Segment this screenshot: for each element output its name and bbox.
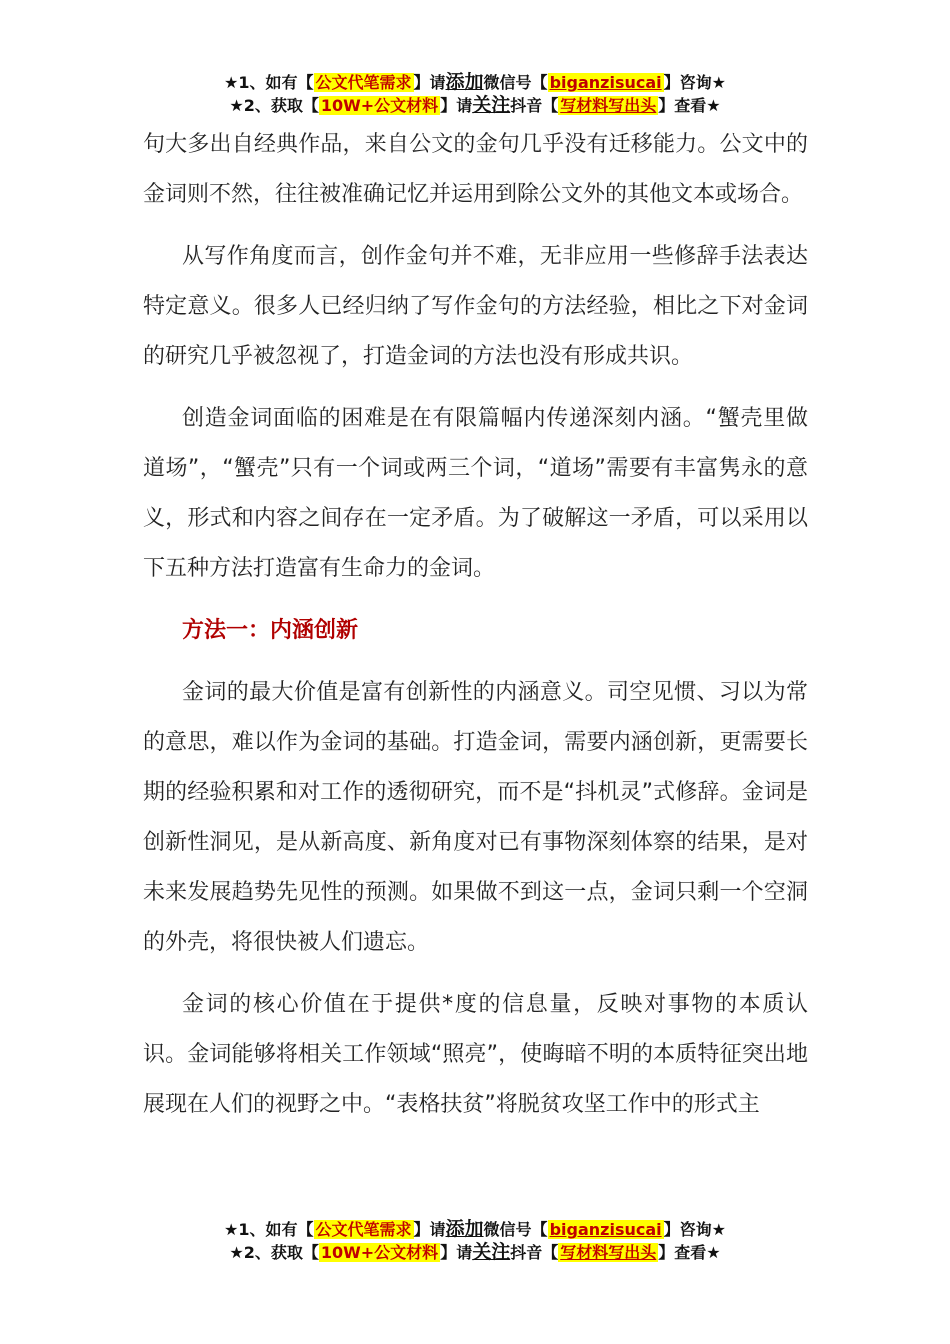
banner-line2-highlight-materials: 10W+公文材料	[320, 96, 439, 115]
banner-line1-add: 添加	[445, 71, 484, 93]
banner-line2-suffix: 】查看★	[658, 96, 721, 115]
document-body	[143, 120, 808, 1130]
footer-line1-prefix: ★1、如有【	[224, 1220, 314, 1239]
footer-line2-douyin-id[interactable]: 写材料写出头	[560, 1243, 657, 1262]
banner-line2-mid: 】请	[440, 96, 473, 115]
paragraph-4: 金词的最大价值是富有创新性的内涵意义。司空见惯、习以为常的意思，难以作为金词的基础。打造金词，需要内涵创新，更需要长期的经验积累和对工作的透彻研究，而不是“抖机灵”式修辞。金词是创新性洞见，是从新高度、新角度对已有事物深刻体察的结果，是对未来发展趋势先见性的预测。如果做不到这一点，金词只剩一个空洞的外壳，将很快被人们遗忘。	[143, 680, 808, 955]
banner-line1-suffix: 】咨询★	[663, 73, 726, 92]
banner-line-2	[0, 94, 950, 117]
header-banner	[0, 71, 950, 117]
footer-line2-suffix: 】查看★	[658, 1243, 721, 1262]
footer-line1-add: 添加	[445, 1218, 484, 1240]
footer-line1-suffix: 】咨询★	[663, 1220, 726, 1239]
footer-line1-highlight-service: 公文代笔需求	[315, 1220, 412, 1239]
footer-line2-mid: 】请	[440, 1243, 473, 1262]
footer-line-1	[0, 1218, 950, 1241]
footer-line-2	[0, 1241, 950, 1264]
banner-line1-highlight-service: 公文代笔需求	[315, 73, 412, 92]
footer-line1-mid2: 微信号【	[483, 1220, 548, 1239]
footer-banner	[0, 1218, 950, 1264]
section-heading: 方法一：内涵创新	[182, 618, 359, 643]
paragraph-1: 句大多出自经典作品，来自公文的金句几乎没有迁移能力。公文中的金词则不然，往往被准确记忆并运用到除公文外的其他文本或场合。	[143, 132, 808, 207]
paragraph-3: 创造金词面临的困难是在有限篇幅内传递深刻内涵。“蟹壳里做道场”，“蟹壳”只有一个词或两三个词，“道场”需要有丰富隽永的意义，形式和内容之间存在一定矛盾。为了破解这一矛盾，可以采用以下五种方法打造富有生命力的金词。	[143, 406, 808, 581]
banner-line2-follow: 关注	[472, 94, 511, 116]
footer-line1-mid: 】请	[413, 1220, 446, 1239]
footer-line2-highlight-materials: 10W+公文材料	[320, 1243, 439, 1262]
banner-line2-mid2: 抖音【	[510, 96, 559, 115]
banner-line1-mid: 】请	[413, 73, 446, 92]
banner-line2-prefix: ★2、获取【	[229, 96, 319, 115]
banner-line1-wechat-id[interactable]: biganzisucai	[549, 73, 662, 92]
paragraph-2: 从写作角度而言，创作金句并不难，无非应用一些修辞手法表达特定意义。很多人已经归纳了写作金句的方法经验，相比之下对金词的研究几乎被忽视了，打造金词的方法也没有形成共识。	[143, 244, 808, 369]
banner-line1-mid2: 微信号【	[483, 73, 548, 92]
paragraph-5: 金词的核心价值在于提供*度的信息量，反映对事物的本质认识。金词能够将相关工作领域“照亮”，使晦暗不明的本质特征突出地展现在人们的视野之中。“表格扶贫”将脱贫攻坚工作中的形式主	[143, 992, 808, 1117]
banner-line-1	[0, 71, 950, 94]
banner-line1-prefix: ★1、如有【	[224, 73, 314, 92]
footer-line1-wechat-id[interactable]: biganzisucai	[549, 1220, 662, 1239]
banner-line2-douyin-id[interactable]: 写材料写出头	[560, 96, 657, 115]
footer-line2-follow: 关注	[472, 1241, 511, 1263]
footer-line2-mid2: 抖音【	[510, 1243, 559, 1262]
footer-line2-prefix: ★2、获取【	[229, 1243, 319, 1262]
